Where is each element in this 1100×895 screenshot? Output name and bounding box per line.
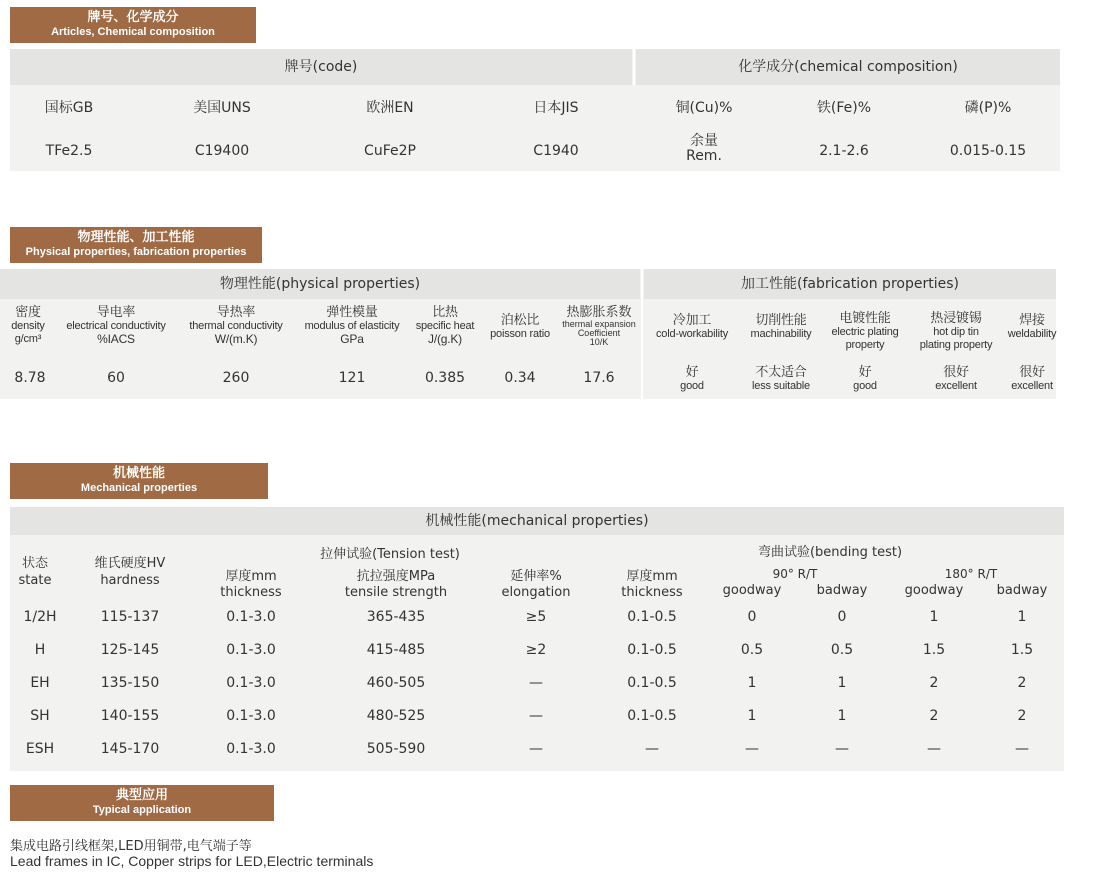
header-zh: 维氏硬度HV <box>94 556 166 571</box>
header-en2: property <box>845 339 885 351</box>
header-zh: 比热 <box>432 305 458 320</box>
cell-bend-thickness: — <box>645 741 659 757</box>
column-divider <box>633 49 635 85</box>
value-zh: 很好 <box>943 365 969 380</box>
header-conductivity <box>60 305 172 346</box>
header-en: state <box>18 573 52 588</box>
cell-hardness: 135-150 <box>100 675 160 691</box>
cell-state: 1/2H <box>23 609 57 625</box>
header-tensile <box>326 569 466 601</box>
header-zh: 密度 <box>15 305 41 320</box>
header-machinability <box>740 313 822 341</box>
header-zh: 弹性模量 <box>326 305 378 320</box>
value-cu <box>640 134 768 164</box>
header-zh: 切削性能 <box>755 313 807 328</box>
header-fe: 铁(Fe)% <box>816 100 872 116</box>
value-thermal-expansion: 17.6 <box>583 370 615 386</box>
header-en2: Coefficient <box>577 328 621 338</box>
cell-goodway-180: 2 <box>929 675 939 691</box>
header-thermal-expansion <box>558 305 640 347</box>
value-cu-en: Rem. <box>686 148 722 164</box>
header-p: 磷(P)% <box>964 100 1012 116</box>
section-header-physical <box>10 227 262 263</box>
header-plating <box>824 311 906 352</box>
section-title-zh: 典型应用 <box>115 788 168 803</box>
header-unit: GPa <box>340 332 364 346</box>
value-cu-zh: 余量 <box>690 133 718 149</box>
value-plating <box>824 365 906 393</box>
cell-thickness: 0.1-3.0 <box>226 642 276 658</box>
header-en: elongation <box>501 585 571 600</box>
header-zh: 热膨胀系数 <box>566 305 632 320</box>
header-en: specific heat <box>415 320 475 332</box>
header-thickness <box>196 569 306 601</box>
header-unit: g/cm³ <box>14 333 42 345</box>
cell-tensile: 460-505 <box>366 675 426 691</box>
header-thermal-conductivity <box>178 305 294 346</box>
header-hardness <box>74 555 186 589</box>
value-en: excellent <box>935 380 977 392</box>
value-gb: TFe2.5 <box>45 143 93 159</box>
chemical-table <box>10 49 1060 171</box>
header-cu: 铜(Cu)% <box>675 100 733 116</box>
value-en: excellent <box>1011 380 1053 392</box>
header-en: cold-workability <box>656 328 728 340</box>
cell-badway-180: — <box>1015 741 1029 757</box>
section-header-articles <box>10 7 256 43</box>
value-zh: 很好 <box>1019 365 1045 380</box>
band-composition: 化学成分(chemical composition) <box>636 49 1060 85</box>
header-poisson <box>484 313 556 341</box>
header-zh: 泊松比 <box>500 313 540 328</box>
typical-application-en: Lead frames in IC, Copper strips for LED,Electric terminals <box>10 853 374 869</box>
cell-goodway-90: 0 <box>747 609 757 625</box>
header-en: density <box>11 320 45 332</box>
header-uns: 美国UNS <box>193 100 251 116</box>
section-title-en: Articles, Chemical composition <box>51 26 215 38</box>
section-title-en: Physical properties, fabrication properties <box>25 246 247 258</box>
value-zh: 好 <box>858 365 872 380</box>
value-zh: 不太适合 <box>755 365 807 380</box>
value-en: good <box>680 380 704 392</box>
cell-elongation: — <box>529 741 543 757</box>
header-en: modulus of elasticity <box>304 320 400 332</box>
section-header-typical <box>10 785 274 821</box>
value-poisson: 0.34 <box>504 370 536 386</box>
cell-goodway-90: 1 <box>747 675 757 691</box>
cell-goodway-180: 1.5 <box>922 642 946 658</box>
header-unit: J/(g.K) <box>428 332 462 346</box>
cell-badway-180: 1.5 <box>1010 642 1034 658</box>
cell-hardness: 115-137 <box>100 609 160 625</box>
cell-hardness: 140-155 <box>100 708 160 724</box>
cell-badway-90: 1 <box>837 675 847 691</box>
cell-thickness: 0.1-3.0 <box>226 609 276 625</box>
header-zh: 焊接 <box>1019 313 1045 328</box>
cell-elongation: ≥2 <box>525 642 547 658</box>
cell-state: H <box>34 642 46 658</box>
cell-tensile: 365-435 <box>366 609 426 625</box>
cell-badway-180: 2 <box>1017 708 1027 724</box>
cell-state: SH <box>30 708 50 724</box>
header-bending-test: 弯曲试验(bending test) <box>757 545 903 560</box>
cell-elongation: ≥5 <box>525 609 547 625</box>
header-en: thermal conductivity <box>189 320 283 332</box>
header-unit: 10/K <box>589 337 609 347</box>
header-bend-thickness <box>602 569 702 601</box>
band-mechanical: 机械性能(mechanical properties) <box>10 507 1064 535</box>
header-specific-heat <box>410 305 480 346</box>
header-zh: 状态 <box>21 556 48 571</box>
header-unit: %IACS <box>97 332 135 346</box>
value-en: good <box>853 380 877 392</box>
header-tension-test: 拉伸试验(Tension test) <box>320 547 460 562</box>
header-cold-work <box>646 313 738 341</box>
header-bend-90: 90° R/T <box>772 567 818 581</box>
header-goodway-90: goodway <box>722 583 782 598</box>
header-en: machinability <box>750 328 812 340</box>
header-gb: 国标GB <box>44 100 94 116</box>
header-hot-dip <box>908 311 1004 352</box>
header-en: hot dip tin <box>933 326 979 338</box>
value-weldability <box>1004 365 1060 393</box>
cell-hardness: 125-145 <box>100 642 160 658</box>
cell-bend-thickness: 0.1-0.5 <box>627 609 677 625</box>
header-zh: 导电率 <box>96 305 136 320</box>
header-en: electrical conductivity <box>66 320 166 332</box>
header-goodway-180: goodway <box>904 583 964 598</box>
header-density <box>0 305 56 346</box>
header-state <box>10 555 60 589</box>
header-en: hardness <box>100 573 160 588</box>
header-zh: 冷加工 <box>672 313 712 328</box>
value-hot-dip <box>908 365 1004 393</box>
section-title-zh: 机械性能 <box>112 466 165 481</box>
cell-state: ESH <box>25 741 55 757</box>
cell-elongation: — <box>529 675 543 691</box>
cell-state: EH <box>30 675 50 691</box>
header-en: weldability <box>1007 328 1057 340</box>
section-title-zh: 牌号、化学成分 <box>87 10 179 25</box>
cell-tensile: 480-525 <box>366 708 426 724</box>
value-jis: C1940 <box>533 143 579 159</box>
header-en: electric plating <box>831 326 899 338</box>
value-en: less suitable <box>752 380 810 392</box>
band-fabrication: 加工性能(fabrication properties) <box>644 269 1056 299</box>
header-en: 欧洲EN <box>366 100 414 116</box>
header-zh: 延伸率% <box>510 569 562 584</box>
value-specific-heat: 0.385 <box>424 370 466 386</box>
cell-badway-90: 0 <box>837 609 847 625</box>
cell-thickness: 0.1-3.0 <box>226 708 276 724</box>
header-zh: 电镀性能 <box>839 311 891 326</box>
header-zh: 抗拉强度MPa <box>356 569 436 584</box>
cell-tensile: 415-485 <box>366 642 426 658</box>
band-code: 牌号(code) <box>10 49 632 85</box>
header-zh: 厚度mm <box>626 569 678 584</box>
value-zh: 好 <box>685 365 699 380</box>
header-en: poisson ratio <box>490 328 550 340</box>
header-en2: plating property <box>919 339 993 351</box>
header-zh: 厚度mm <box>225 569 277 584</box>
header-elongation <box>486 569 586 601</box>
header-en: tensile strength <box>344 585 448 600</box>
cell-badway-180: 2 <box>1017 675 1027 691</box>
value-density: 8.78 <box>14 370 46 386</box>
cell-badway-90: — <box>835 741 849 757</box>
header-en: thickness <box>621 585 683 600</box>
cell-bend-thickness: 0.1-0.5 <box>627 708 677 724</box>
header-en: thermal expansion <box>562 319 636 329</box>
cell-goodway-180: 2 <box>929 708 939 724</box>
value-cold-work <box>646 365 738 393</box>
section-title-en: Typical application <box>92 804 192 816</box>
header-zh: 导热率 <box>216 305 256 320</box>
typical-application-zh: 集成电路引线框架,LED用铜带,电气端子等 <box>10 839 252 854</box>
cell-badway-180: 1 <box>1017 609 1027 625</box>
cell-thickness: 0.1-3.0 <box>226 741 276 757</box>
value-thermal-conductivity: 260 <box>222 370 250 386</box>
header-bend-180: 180° R/T <box>944 567 998 581</box>
cell-badway-90: 0.5 <box>830 642 854 658</box>
value-fe: 2.1-2.6 <box>819 143 869 159</box>
cell-goodway-180: 1 <box>929 609 939 625</box>
section-title-zh: 物理性能、加工性能 <box>77 230 195 245</box>
header-badway-180: badway <box>996 583 1048 598</box>
header-unit: W/(m.K) <box>214 332 258 346</box>
column-divider <box>641 269 643 399</box>
value-uns: C19400 <box>194 143 250 159</box>
mechanical-table <box>10 507 1064 771</box>
cell-tensile: 505-590 <box>366 741 426 757</box>
cell-elongation: — <box>529 708 543 724</box>
cell-hardness: 145-170 <box>100 741 160 757</box>
header-zh: 热浸镀锡 <box>930 311 982 326</box>
value-modulus: 121 <box>338 370 366 386</box>
section-header-mechanical <box>10 463 268 499</box>
header-jis: 日本JIS <box>533 100 579 116</box>
header-en: thickness <box>220 585 282 600</box>
header-modulus <box>296 305 408 346</box>
cell-goodway-90: 0.5 <box>740 642 764 658</box>
cell-bend-thickness: 0.1-0.5 <box>627 675 677 691</box>
band-physical: 物理性能(physical properties) <box>0 269 640 299</box>
cell-goodway-90: — <box>745 741 759 757</box>
value-p: 0.015-0.15 <box>949 143 1027 159</box>
value-conductivity: 60 <box>107 370 125 386</box>
value-en: CuFe2P <box>364 143 416 159</box>
cell-thickness: 0.1-3.0 <box>226 675 276 691</box>
cell-goodway-90: 1 <box>747 708 757 724</box>
cell-bend-thickness: 0.1-0.5 <box>627 642 677 658</box>
section-title-en: Mechanical properties <box>80 482 198 494</box>
header-badway-90: badway <box>816 583 868 598</box>
value-machinability <box>740 365 822 393</box>
cell-goodway-180: — <box>927 741 941 757</box>
physical-table <box>0 269 1056 399</box>
header-weldability <box>1004 313 1060 341</box>
cell-badway-90: 1 <box>837 708 847 724</box>
